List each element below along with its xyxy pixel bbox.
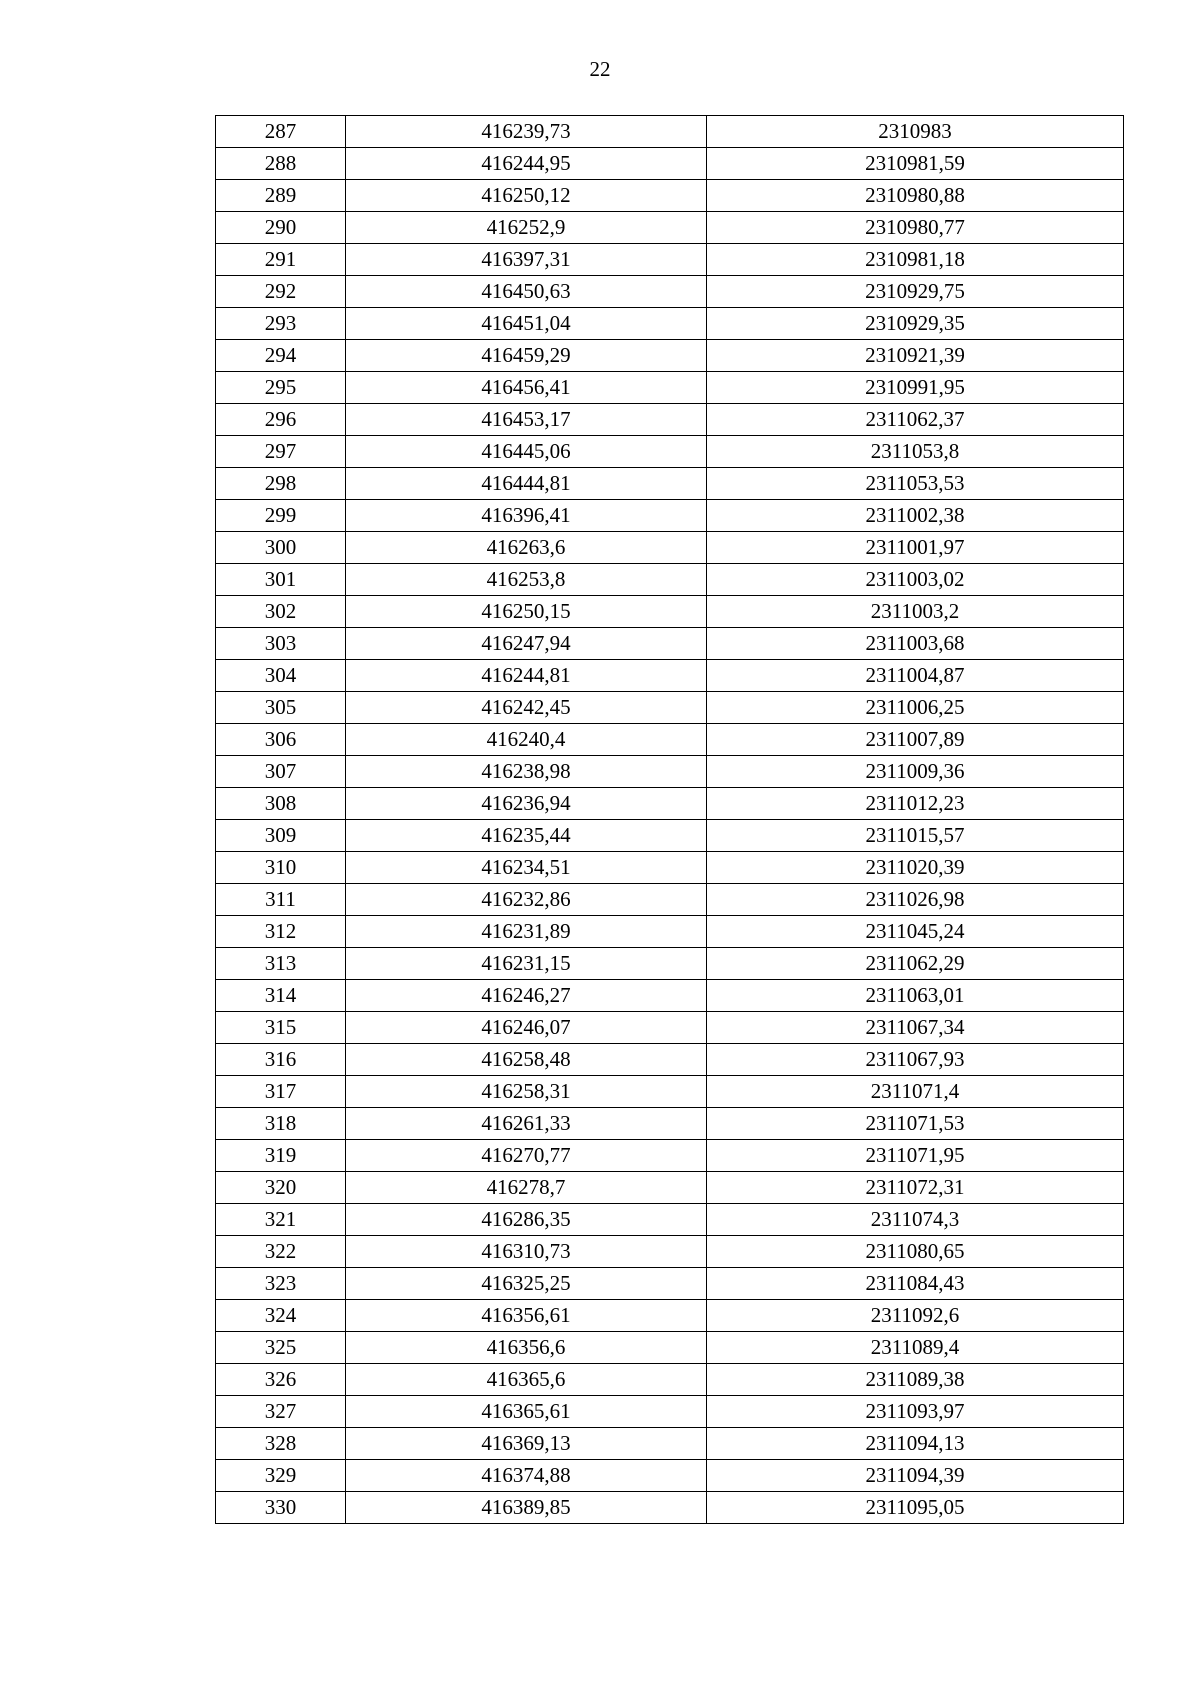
- table-row: [216, 1108, 1124, 1140]
- x-coordinate-cell: 416270,77: [346, 1140, 707, 1172]
- y-coordinate-cell: 2310929,75: [707, 276, 1124, 308]
- y-coordinate-cell: 2310991,95: [707, 372, 1124, 404]
- x-coordinate-cell: 416278,7: [346, 1172, 707, 1204]
- y-coordinate-cell: 2311007,89: [707, 724, 1124, 756]
- x-coordinate-cell: 416459,29: [346, 340, 707, 372]
- y-coordinate-cell: 2311092,6: [707, 1300, 1124, 1332]
- x-coordinate-cell: 416310,73: [346, 1236, 707, 1268]
- x-coordinate-cell: 416258,48: [346, 1044, 707, 1076]
- y-coordinate-cell: 2311045,24: [707, 916, 1124, 948]
- x-coordinate-cell: 416235,44: [346, 820, 707, 852]
- point-number-cell: 304: [216, 660, 346, 692]
- x-coordinate-cell: 416250,15: [346, 596, 707, 628]
- point-number-cell: 312: [216, 916, 346, 948]
- point-number-cell: 320: [216, 1172, 346, 1204]
- table-row: [216, 436, 1124, 468]
- point-number-cell: 288: [216, 148, 346, 180]
- point-number-cell: 299: [216, 500, 346, 532]
- table-row: [216, 1300, 1124, 1332]
- point-number-cell: 297: [216, 436, 346, 468]
- table-row: [216, 244, 1124, 276]
- y-coordinate-cell: 2311053,8: [707, 436, 1124, 468]
- point-number-cell: 289: [216, 180, 346, 212]
- table-row: [216, 500, 1124, 532]
- point-number-cell: 325: [216, 1332, 346, 1364]
- point-number-cell: 326: [216, 1364, 346, 1396]
- table-row: [216, 308, 1124, 340]
- point-number-cell: 295: [216, 372, 346, 404]
- y-coordinate-cell: 2311089,4: [707, 1332, 1124, 1364]
- x-coordinate-cell: 416236,94: [346, 788, 707, 820]
- table-row: [216, 884, 1124, 916]
- y-coordinate-cell: 2311015,57: [707, 820, 1124, 852]
- point-number-cell: 309: [216, 820, 346, 852]
- point-number-cell: 291: [216, 244, 346, 276]
- table-row: [216, 980, 1124, 1012]
- table-row: [216, 212, 1124, 244]
- point-number-cell: 324: [216, 1300, 346, 1332]
- table-row: [216, 1492, 1124, 1524]
- table-row: [216, 148, 1124, 180]
- y-coordinate-cell: 2311080,65: [707, 1236, 1124, 1268]
- y-coordinate-cell: 2310921,39: [707, 340, 1124, 372]
- table-row: [216, 532, 1124, 564]
- x-coordinate-cell: 416444,81: [346, 468, 707, 500]
- x-coordinate-cell: 416261,33: [346, 1108, 707, 1140]
- point-number-cell: 315: [216, 1012, 346, 1044]
- x-coordinate-cell: 416365,6: [346, 1364, 707, 1396]
- y-coordinate-cell: 2311004,87: [707, 660, 1124, 692]
- y-coordinate-cell: 2311071,4: [707, 1076, 1124, 1108]
- x-coordinate-cell: 416247,94: [346, 628, 707, 660]
- point-number-cell: 303: [216, 628, 346, 660]
- y-coordinate-cell: 2311003,68: [707, 628, 1124, 660]
- y-coordinate-cell: 2311074,3: [707, 1204, 1124, 1236]
- x-coordinate-cell: 416246,07: [346, 1012, 707, 1044]
- y-coordinate-cell: 2311062,29: [707, 948, 1124, 980]
- table-row: [216, 1332, 1124, 1364]
- x-coordinate-cell: 416456,41: [346, 372, 707, 404]
- x-coordinate-cell: 416356,61: [346, 1300, 707, 1332]
- x-coordinate-cell: 416365,61: [346, 1396, 707, 1428]
- y-coordinate-cell: 2310929,35: [707, 308, 1124, 340]
- x-coordinate-cell: 416397,31: [346, 244, 707, 276]
- y-coordinate-cell: 2311063,01: [707, 980, 1124, 1012]
- x-coordinate-cell: 416453,17: [346, 404, 707, 436]
- table-row: [216, 1268, 1124, 1300]
- x-coordinate-cell: 416250,12: [346, 180, 707, 212]
- point-number-cell: 302: [216, 596, 346, 628]
- x-coordinate-cell: 416356,6: [346, 1332, 707, 1364]
- y-coordinate-cell: 2311071,95: [707, 1140, 1124, 1172]
- table-row: [216, 852, 1124, 884]
- y-coordinate-cell: 2311062,37: [707, 404, 1124, 436]
- table-row: [216, 468, 1124, 500]
- table-row: [216, 564, 1124, 596]
- point-number-cell: 330: [216, 1492, 346, 1524]
- x-coordinate-cell: 416234,51: [346, 852, 707, 884]
- point-number-cell: 327: [216, 1396, 346, 1428]
- table-row: [216, 276, 1124, 308]
- coordinates-table-body: [216, 116, 1124, 1524]
- table-row: [216, 820, 1124, 852]
- x-coordinate-cell: 416238,98: [346, 756, 707, 788]
- point-number-cell: 313: [216, 948, 346, 980]
- y-coordinate-cell: 2310980,77: [707, 212, 1124, 244]
- point-number-cell: 318: [216, 1108, 346, 1140]
- x-coordinate-cell: 416263,6: [346, 532, 707, 564]
- x-coordinate-cell: 416244,81: [346, 660, 707, 692]
- point-number-cell: 306: [216, 724, 346, 756]
- x-coordinate-cell: 416450,63: [346, 276, 707, 308]
- x-coordinate-cell: 416369,13: [346, 1428, 707, 1460]
- point-number-cell: 294: [216, 340, 346, 372]
- table-row: [216, 660, 1124, 692]
- point-number-cell: 292: [216, 276, 346, 308]
- table-row: [216, 692, 1124, 724]
- y-coordinate-cell: 2310981,18: [707, 244, 1124, 276]
- y-coordinate-cell: 2311067,34: [707, 1012, 1124, 1044]
- table-row: [216, 788, 1124, 820]
- table-row: [216, 340, 1124, 372]
- table-row: [216, 756, 1124, 788]
- table-row: [216, 1012, 1124, 1044]
- point-number-cell: 301: [216, 564, 346, 596]
- point-number-cell: 321: [216, 1204, 346, 1236]
- x-coordinate-cell: 416445,06: [346, 436, 707, 468]
- point-number-cell: 308: [216, 788, 346, 820]
- table-row: [216, 1428, 1124, 1460]
- table-row: [216, 180, 1124, 212]
- y-coordinate-cell: 2311089,38: [707, 1364, 1124, 1396]
- point-number-cell: 311: [216, 884, 346, 916]
- y-coordinate-cell: 2311095,05: [707, 1492, 1124, 1524]
- point-number-cell: 293: [216, 308, 346, 340]
- point-number-cell: 290: [216, 212, 346, 244]
- table-row: [216, 1236, 1124, 1268]
- x-coordinate-cell: 416244,95: [346, 148, 707, 180]
- x-coordinate-cell: 416286,35: [346, 1204, 707, 1236]
- table-row: [216, 1460, 1124, 1492]
- point-number-cell: 287: [216, 116, 346, 148]
- point-number-cell: 319: [216, 1140, 346, 1172]
- point-number-cell: 323: [216, 1268, 346, 1300]
- table-row: [216, 1396, 1124, 1428]
- table-row: [216, 1204, 1124, 1236]
- table-row: [216, 628, 1124, 660]
- table-row: [216, 596, 1124, 628]
- y-coordinate-cell: 2311084,43: [707, 1268, 1124, 1300]
- point-number-cell: 300: [216, 532, 346, 564]
- y-coordinate-cell: 2310980,88: [707, 180, 1124, 212]
- y-coordinate-cell: 2310981,59: [707, 148, 1124, 180]
- point-number-cell: 322: [216, 1236, 346, 1268]
- table-row: [216, 1044, 1124, 1076]
- x-coordinate-cell: 416325,25: [346, 1268, 707, 1300]
- x-coordinate-cell: 416451,04: [346, 308, 707, 340]
- point-number-cell: 307: [216, 756, 346, 788]
- table-row: [216, 1172, 1124, 1204]
- table-row: [216, 372, 1124, 404]
- x-coordinate-cell: 416374,88: [346, 1460, 707, 1492]
- x-coordinate-cell: 416242,45: [346, 692, 707, 724]
- table-row: [216, 916, 1124, 948]
- page-number: 22: [589, 57, 611, 81]
- coordinates-table: [215, 115, 1124, 1524]
- point-number-cell: 296: [216, 404, 346, 436]
- y-coordinate-cell: 2311020,39: [707, 852, 1124, 884]
- y-coordinate-cell: 2311001,97: [707, 532, 1124, 564]
- table-row: [216, 1076, 1124, 1108]
- point-number-cell: 314: [216, 980, 346, 1012]
- x-coordinate-cell: 416240,4: [346, 724, 707, 756]
- x-coordinate-cell: 416258,31: [346, 1076, 707, 1108]
- table-row: [216, 948, 1124, 980]
- y-coordinate-cell: 2311003,02: [707, 564, 1124, 596]
- table-row: [216, 724, 1124, 756]
- table-row: [216, 116, 1124, 148]
- table-row: [216, 404, 1124, 436]
- y-coordinate-cell: 2311094,13: [707, 1428, 1124, 1460]
- y-coordinate-cell: 2311009,36: [707, 756, 1124, 788]
- x-coordinate-cell: 416253,8: [346, 564, 707, 596]
- x-coordinate-cell: 416396,41: [346, 500, 707, 532]
- point-number-cell: 317: [216, 1076, 346, 1108]
- y-coordinate-cell: 2311093,97: [707, 1396, 1124, 1428]
- point-number-cell: 310: [216, 852, 346, 884]
- table-row: [216, 1364, 1124, 1396]
- y-coordinate-cell: 2311072,31: [707, 1172, 1124, 1204]
- y-coordinate-cell: 2311012,23: [707, 788, 1124, 820]
- y-coordinate-cell: 2311006,25: [707, 692, 1124, 724]
- x-coordinate-cell: 416239,73: [346, 116, 707, 148]
- y-coordinate-cell: 2311094,39: [707, 1460, 1124, 1492]
- point-number-cell: 328: [216, 1428, 346, 1460]
- y-coordinate-cell: 2310983: [707, 116, 1124, 148]
- point-number-cell: 316: [216, 1044, 346, 1076]
- y-coordinate-cell: 2311026,98: [707, 884, 1124, 916]
- point-number-cell: 298: [216, 468, 346, 500]
- x-coordinate-cell: 416231,89: [346, 916, 707, 948]
- x-coordinate-cell: 416389,85: [346, 1492, 707, 1524]
- point-number-cell: 305: [216, 692, 346, 724]
- y-coordinate-cell: 2311067,93: [707, 1044, 1124, 1076]
- x-coordinate-cell: 416252,9: [346, 212, 707, 244]
- y-coordinate-cell: 2311053,53: [707, 468, 1124, 500]
- table-row: [216, 1140, 1124, 1172]
- y-coordinate-cell: 2311002,38: [707, 500, 1124, 532]
- y-coordinate-cell: 2311071,53: [707, 1108, 1124, 1140]
- x-coordinate-cell: 416231,15: [346, 948, 707, 980]
- x-coordinate-cell: 416232,86: [346, 884, 707, 916]
- y-coordinate-cell: 2311003,2: [707, 596, 1124, 628]
- point-number-cell: 329: [216, 1460, 346, 1492]
- x-coordinate-cell: 416246,27: [346, 980, 707, 1012]
